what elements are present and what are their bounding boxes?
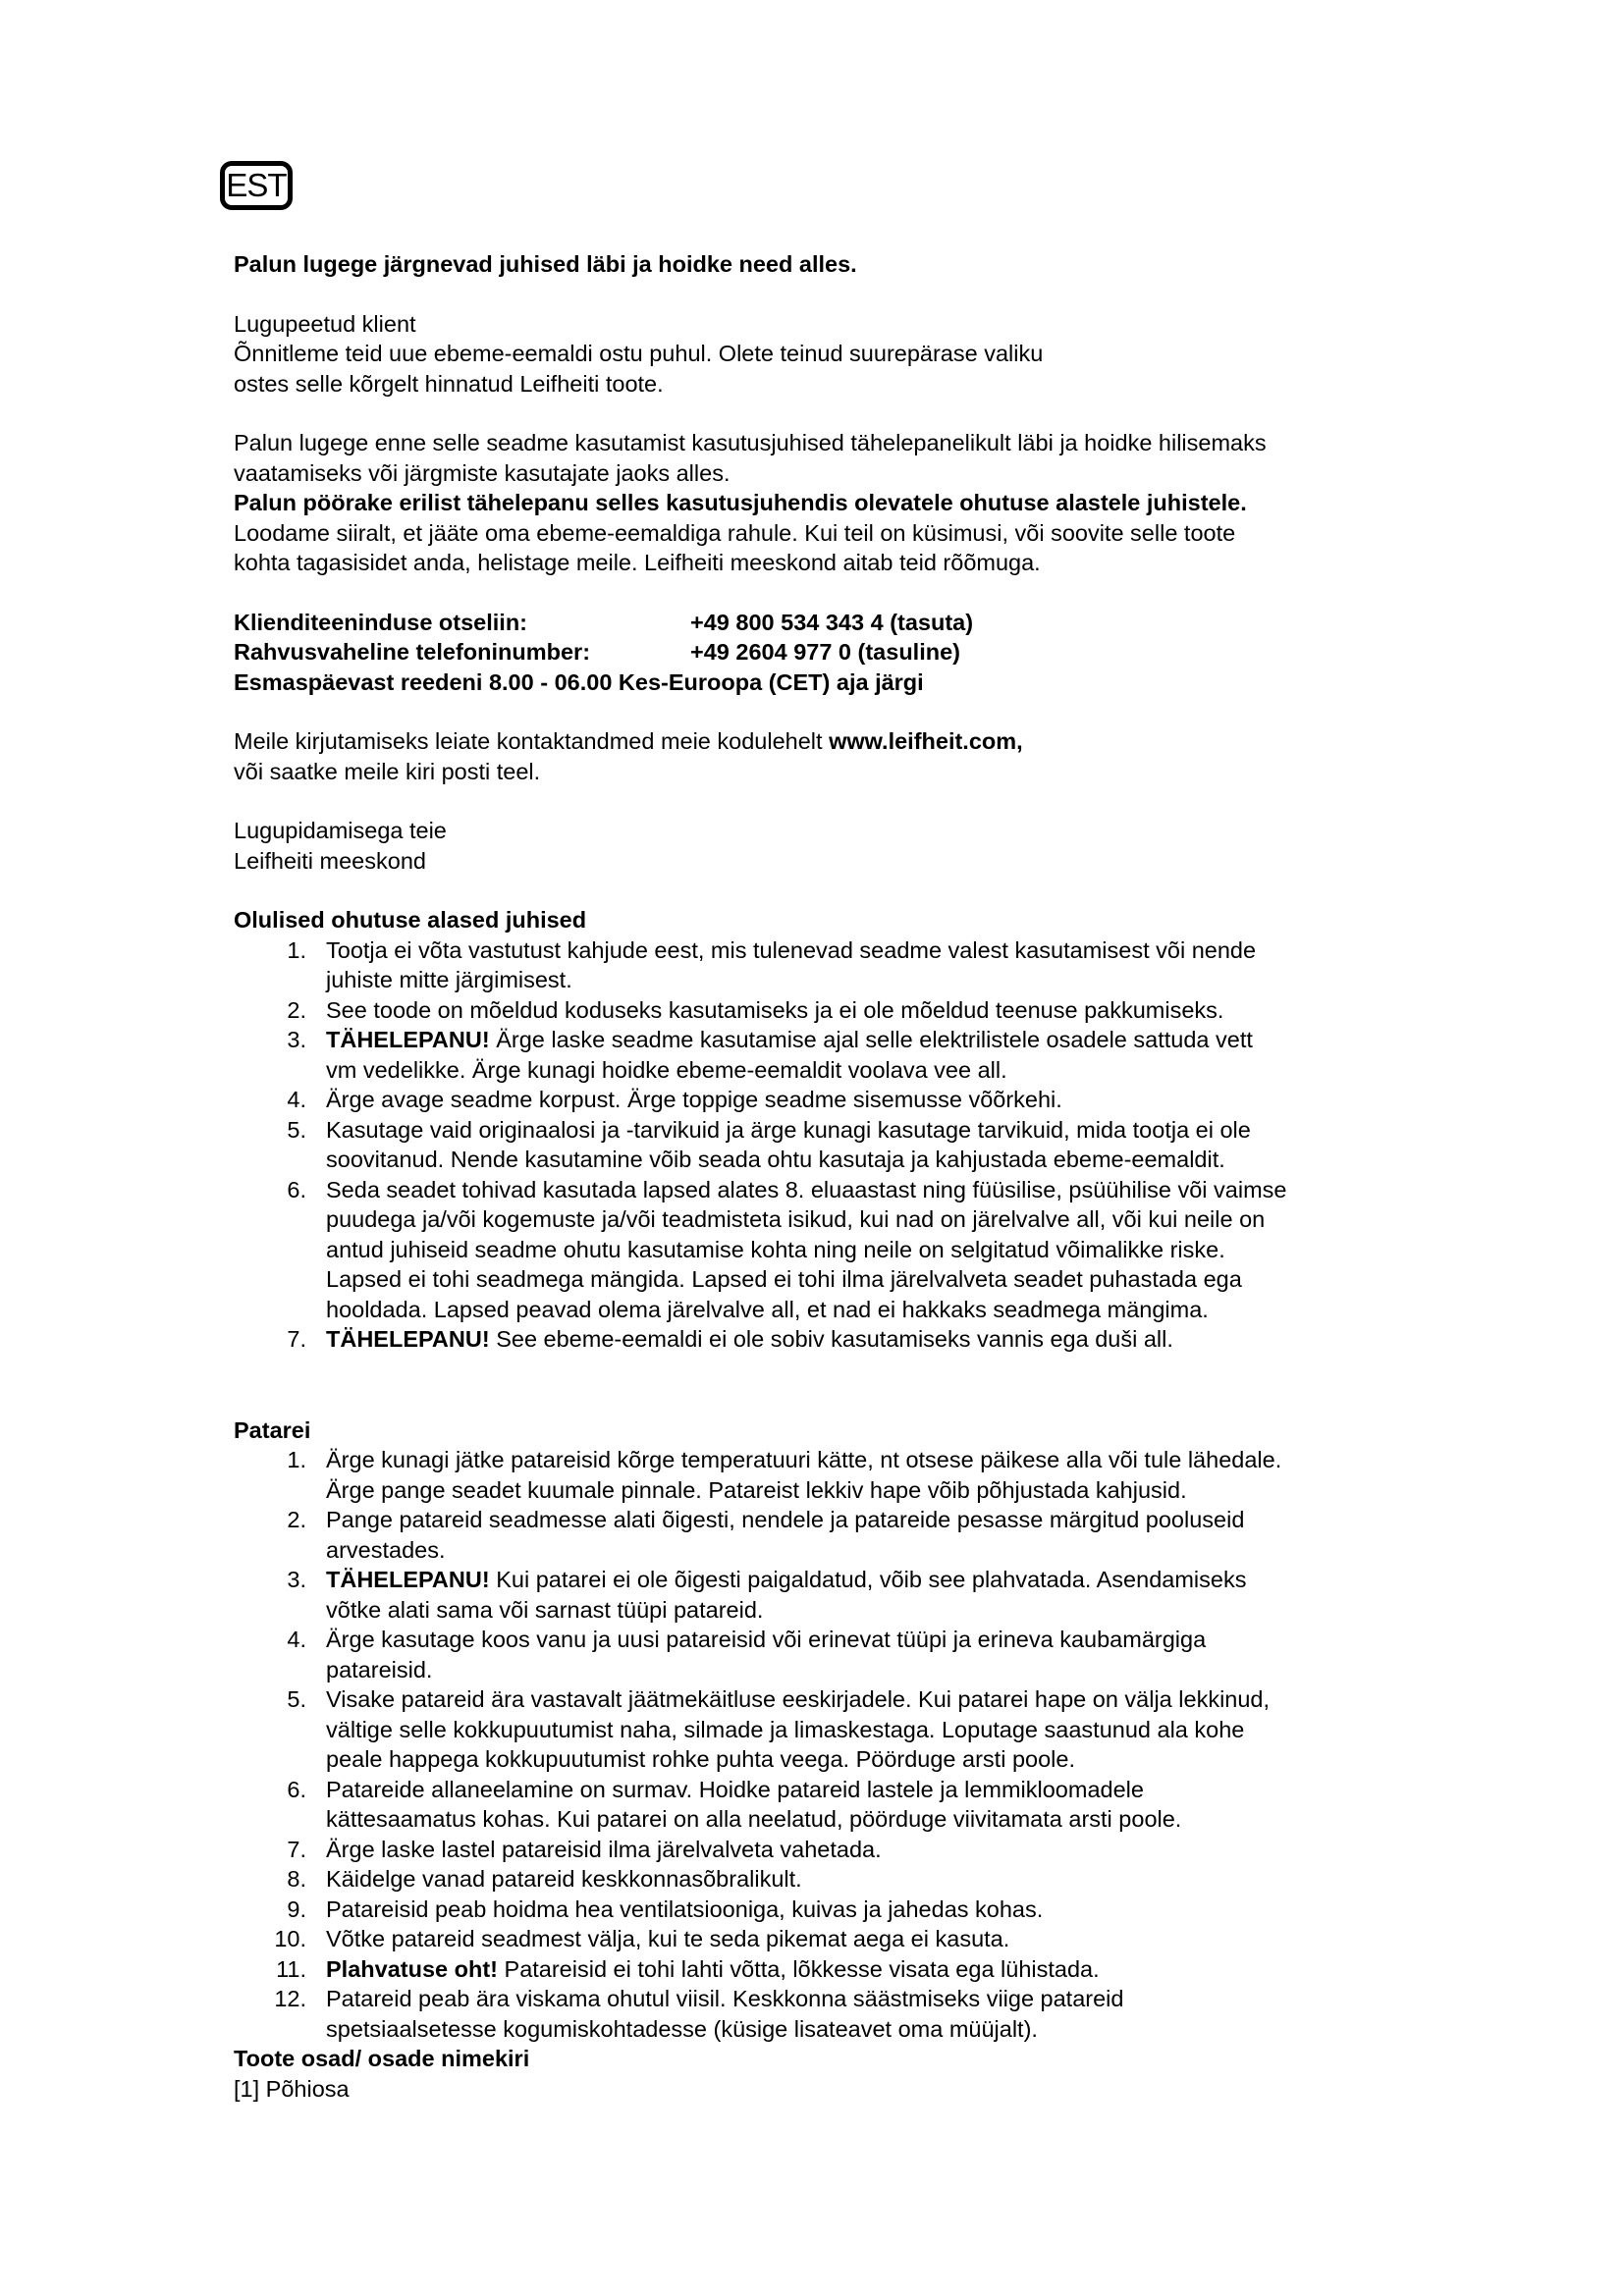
- contact-hotline: [234, 608, 1412, 638]
- list-item-text: võtke alati sama või sarnast tüüpi patareid.: [326, 1596, 764, 1623]
- warning-label: Plahvatuse oht!: [326, 1955, 498, 1982]
- list-item-text: juhiste mitte järgimisest.: [326, 967, 572, 992]
- list-number: 7.: [287, 1836, 306, 1862]
- contact-hours: Esmaspäevast reedeni 8.00 - 06.00 Kes-Euroopa (CET) aja järgi: [234, 668, 924, 695]
- list-item-text: Seda seadet tohivad kasutada lapsed alates 8. eluaastast ning füüsilise, psüühilise või vaimse: [326, 1176, 1287, 1202]
- list-item-text: Visake patareid ära vastavalt jäätmekäitluse eeskirjadele. Kui patarei hape on välja lekkinud,: [326, 1686, 1271, 1712]
- list-item-text: See toode on mõeldud koduseks kasutamiseks ja ei ole mõeldud teenuse pakkumiseks.: [326, 996, 1224, 1023]
- intl-label: Rahvusvaheline telefoninumber:: [234, 639, 591, 665]
- list-item-line: [326, 1954, 1412, 1985]
- list-number: 1.: [287, 936, 306, 963]
- list-number: 5.: [287, 1686, 306, 1712]
- list-number: 6.: [287, 1776, 306, 1802]
- safety-item-7: [234, 1324, 1412, 1355]
- warning-label: TÄHELEPANU!: [326, 1567, 490, 1592]
- battery-item-2: [234, 1505, 1412, 1565]
- list-item-text: Ärge laske lastel patareisid ilma järelvalveta vahetada.: [326, 1836, 882, 1862]
- list-item-line: [326, 1535, 1412, 1566]
- list-item-line: [326, 1565, 1412, 1595]
- list-item-line: [326, 1744, 1412, 1775]
- document-body: [234, 249, 1412, 2104]
- list-item-text: peale happega kokkupuutumist rohke puhta veega. Pöörduge arsti poole.: [326, 1746, 1075, 1772]
- greeting-salutation: Lugupeetud klient: [234, 310, 416, 337]
- parts-title: Toote osad/ osade nimekiri: [234, 2046, 530, 2071]
- list-item-text: See ebeme-eemaldi ei ole sobiv kasutamiseks vannis ega duši all.: [489, 1326, 1173, 1352]
- list-item-line: [326, 1115, 1412, 1146]
- list-item-line: [326, 1715, 1412, 1745]
- list-item-text: soovitanud. Nende kasutamine võib seada ohtu kasutaja ja kahjustada ebeme-eemaldit.: [326, 1147, 1225, 1172]
- list-item-line: [326, 1145, 1412, 1175]
- list-item-line: [326, 1175, 1412, 1205]
- intro-line-2: vaatamiseks või järgmiste kasutajate jaoks alles.: [234, 459, 731, 486]
- list-number: 8.: [287, 1866, 306, 1892]
- intro-line-1: Palun lugege enne selle seadme kasutamist kasutusjuhised tähelepanelikult läbi ja hoidke hilisemaks: [234, 430, 1267, 455]
- battery-item-11: [234, 1954, 1412, 1985]
- safety-item-4: [234, 1085, 1412, 1115]
- list-item-text: Ärge pange seadet kuumale pinnale. Patareist lekkiv hape võib põhjustada kahjusid.: [326, 1476, 1187, 1503]
- page-heading: Palun lugege järgnevad juhised läbi ja hoidke need alles.: [234, 251, 857, 277]
- list-item-text: Ärge laske seadme kasutamise ajal selle elektrilistele osadele sattuda vett: [489, 1027, 1253, 1052]
- list-number: 7.: [287, 1326, 306, 1352]
- list-item-text: spetsiaalsetesse kogumiskohtadesse (küsige lisateavet oma müüjalt).: [326, 2015, 1038, 2042]
- list-item-text: vältige selle kokkupuutumist naha, silmade ja limaskestaga. Loputage saastunud ala kohe: [326, 1716, 1245, 1742]
- list-item-text: Patareisid peab hoidma hea ventilatsiooniga, kuivas ja jahedas kohas.: [326, 1896, 1044, 1922]
- list-item-text: Ärge kunagi jätke patareisid kõrge temperatuuri kätte, nt otsese päikese alla või tule lähedale.: [326, 1447, 1282, 1472]
- list-item-line: [326, 1235, 1412, 1265]
- battery-item-7: [234, 1835, 1412, 1865]
- battery-item-1: [234, 1445, 1412, 1505]
- list-number: 3.: [287, 1027, 306, 1052]
- list-number: 10.: [274, 1926, 306, 1951]
- warning-label: TÄHELEPANU!: [326, 1027, 490, 1052]
- list-item-text: antud juhiseid seadme ohutu kasutamise kohta ning neile on selgitatud võimalikke riske.: [326, 1236, 1225, 1262]
- battery-title: Patarei: [234, 1416, 311, 1443]
- list-number: 2.: [287, 996, 306, 1023]
- warning-label: TÄHELEPANU!: [326, 1326, 490, 1352]
- list-number: 3.: [287, 1567, 306, 1592]
- list-number: 4.: [287, 1627, 306, 1652]
- list-item-line: [326, 1204, 1412, 1235]
- list-item-line: [326, 1324, 1412, 1355]
- list-item-line: [326, 2014, 1412, 2045]
- list-item-line: [326, 1085, 1412, 1115]
- hotline-label: Klienditeeninduse otseliin:: [234, 609, 528, 635]
- intl-value: +49 2604 977 0 (tasuline): [690, 639, 960, 665]
- intro-bold-line: Palun pöörake erilist tähelepanu selles kasutusjuhendis olevatele ohutuse alastele juhistele.: [234, 490, 1247, 515]
- list-item-line: [326, 1864, 1412, 1895]
- list-number: 11.: [276, 1955, 306, 1982]
- list-item-line: [326, 1895, 1412, 1925]
- closing-regards: Lugupidamisega teie: [234, 818, 447, 843]
- list-item-line: [326, 1804, 1412, 1835]
- safety-item-6: [234, 1175, 1412, 1325]
- list-item-text: Kasutage vaid originaalosi ja -tarvikuid ja ärge kunagi kasutage tarvikuid, mida tootja ei ole: [326, 1116, 1251, 1143]
- write-text: Meile kirjutamiseks leiate kontaktandmed meie kodulehelt: [234, 728, 830, 754]
- list-item-line: [326, 1445, 1412, 1475]
- list-item-line: [326, 1505, 1412, 1535]
- list-number: 1.: [287, 1447, 306, 1472]
- list-item-line: [326, 935, 1412, 966]
- list-number: 5.: [287, 1116, 306, 1143]
- list-item-line: [326, 1655, 1412, 1685]
- intro-line-3: Loodame siiralt, et jääte oma ebeme-eemaldiga rahule. Kui teil on küsimusi, või soovite selle toote: [234, 519, 1236, 546]
- list-number: 12.: [274, 1986, 306, 2011]
- safety-item-2: [234, 995, 1412, 1026]
- list-item-line: [326, 1924, 1412, 1954]
- battery-item-5: [234, 1684, 1412, 1775]
- list-item-text: puudega ja/või kogemuste ja/või teadmisteta isikud, kui nad on järelvalve all, või kui neile on: [326, 1206, 1266, 1232]
- list-item-line: [326, 965, 1412, 995]
- write-line-1: [234, 726, 1412, 757]
- list-item-text: Pange patareid seadmesse alati õigesti, nendele ja patareide pesasse märgitud pooluseid: [326, 1507, 1245, 1532]
- hotline-value: +49 800 534 343 4 (tasuta): [690, 609, 974, 635]
- website-link[interactable]: www.leifheit.com,: [829, 728, 1023, 754]
- list-item-line: [326, 995, 1412, 1026]
- list-item-text: Patareid peab ära viskama ohutul viisil. Keskkonna säästmiseks viige patareid: [326, 1986, 1124, 2011]
- list-item-line: [326, 1295, 1412, 1325]
- list-item-line: [326, 1625, 1412, 1655]
- list-item-text: Ärge kasutage koos vanu ja uusi patareisid või erinevat tüüpi ja erineva kaubamärgiga: [326, 1627, 1207, 1652]
- list-item-text: patareisid.: [326, 1656, 433, 1682]
- list-item-text: Võtke patareid seadmest välja, kui te seda pikemat aega ei kasuta.: [326, 1926, 1010, 1951]
- list-item-line: [326, 1264, 1412, 1295]
- list-item-line: [326, 1684, 1412, 1715]
- list-item-text: kättesaamatus kohas. Kui patarei on alla neelatud, pöörduge viivitamata arsti poole.: [326, 1806, 1182, 1832]
- list-item-text: arvestades.: [326, 1536, 446, 1563]
- list-item-line: [326, 1475, 1412, 1506]
- safety-item-1: [234, 935, 1412, 995]
- list-number: 6.: [287, 1176, 306, 1202]
- battery-item-8: [234, 1864, 1412, 1895]
- list-number: 9.: [287, 1896, 306, 1922]
- list-number: 2.: [287, 1507, 306, 1532]
- write-line-2: või saatke meile kiri posti teel.: [234, 758, 541, 784]
- list-item-text: Tootja ei võta vastutust kahjude eest, mis tulenevad seadme valest kasutamisest või nende: [326, 936, 1257, 963]
- safety-title: Olulised ohutuse alased juhised: [234, 907, 587, 933]
- safety-item-3: [234, 1025, 1412, 1085]
- list-number: 4.: [287, 1087, 306, 1112]
- list-item-text: Patareide allaneelamine on surmav. Hoidke patareid lastele ja lemmikloomadele: [326, 1776, 1144, 1802]
- list-item-text: Käidelge vanad patareid keskkonnasõbralikult.: [326, 1866, 802, 1892]
- battery-item-12: [234, 1984, 1412, 2044]
- battery-item-3: [234, 1565, 1412, 1625]
- safety-item-5: [234, 1115, 1412, 1175]
- battery-item-9: [234, 1895, 1412, 1925]
- list-item-text: Kui patarei ei ole õigesti paigaldatud, võib see plahvatada. Asendamiseks: [489, 1567, 1247, 1592]
- language-badge: EST: [220, 161, 293, 210]
- battery-list: [234, 1445, 1412, 2044]
- parts-item-1: [1] Põhiosa: [234, 2075, 350, 2102]
- closing-team: Leifheiti meeskond: [234, 847, 426, 874]
- list-item-text: hooldada. Lapsed peavad olema järelvalve all, et nad ei hakkaks seadmega mängima.: [326, 1296, 1209, 1322]
- list-item-line: [326, 1055, 1412, 1086]
- list-item-line: [326, 1984, 1412, 2014]
- list-item-line: [326, 1835, 1412, 1865]
- battery-item-6: [234, 1775, 1412, 1835]
- list-item-text: Patareisid ei tohi lahti võtta, lõkkesse visata ega lühistada.: [497, 1955, 1100, 1982]
- safety-list: [234, 935, 1412, 1355]
- list-item-text: Ärge avage seadme korpust. Ärge toppige seadme sisemusse võõrkehi.: [326, 1087, 1062, 1112]
- list-item-line: [326, 1025, 1412, 1055]
- greeting-line-1: Õnnitleme teid uue ebeme-eemaldi ostu puhul. Olete teinud suurepärase valiku: [234, 341, 1044, 366]
- battery-item-10: [234, 1924, 1412, 1954]
- list-item-line: [326, 1595, 1412, 1626]
- greeting-line-2: ostes selle kõrgelt hinnatud Leifheiti toote.: [234, 370, 664, 397]
- contact-international: [234, 637, 1412, 667]
- list-item-line: [326, 1775, 1412, 1805]
- battery-item-4: [234, 1625, 1412, 1684]
- list-item-text: vm vedelikke. Ärge kunagi hoidke ebeme-eemaldit voolava vee all.: [326, 1056, 1007, 1083]
- list-item-text: Lapsed ei tohi seadmega mängida. Lapsed ei tohi ilma järelvalveta seadet puhastada ega: [326, 1266, 1242, 1292]
- intro-line-4: kohta tagasisidet anda, helistage meile. Leifheiti meeskond aitab teid rõõmuga.: [234, 550, 1041, 575]
